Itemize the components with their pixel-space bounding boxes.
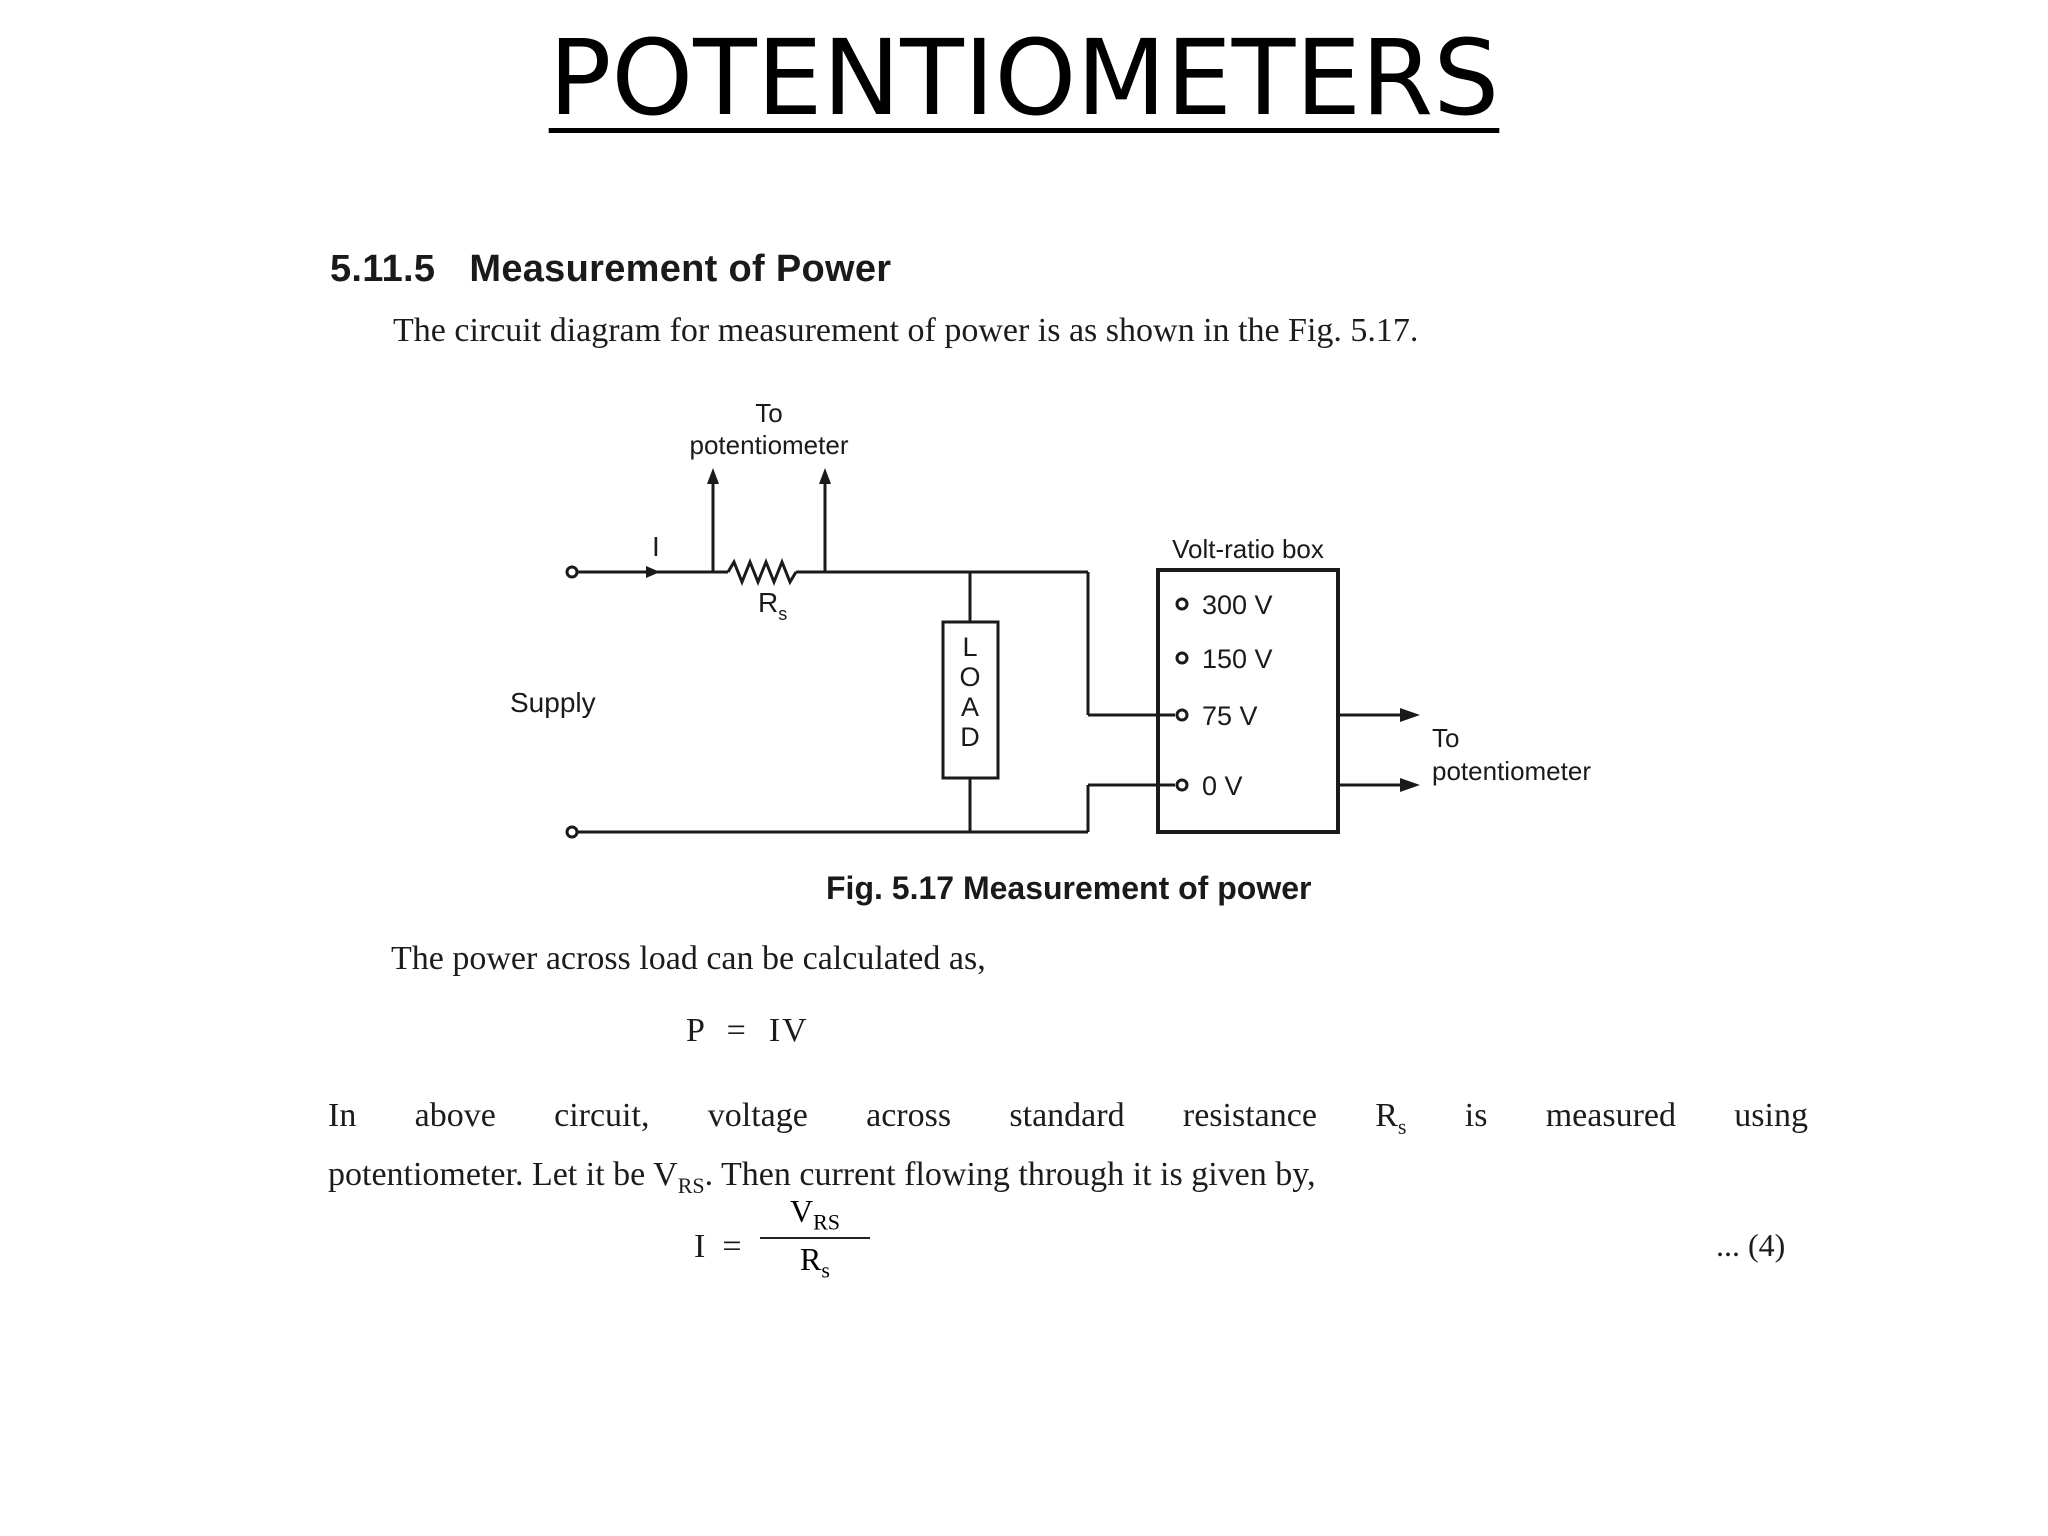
output-potentiometer-label-1: To bbox=[1432, 723, 1460, 753]
current-arrow bbox=[646, 566, 660, 578]
terminal-300v bbox=[1177, 599, 1187, 609]
circuit-diagram bbox=[320, 240, 1820, 880]
denominator-sub: s bbox=[821, 1257, 830, 1283]
slide-title bbox=[0, 18, 2048, 138]
load-letter-l: L bbox=[962, 632, 978, 662]
power-intro: The power across load can be calculated as, bbox=[391, 940, 986, 977]
fraction-bar bbox=[760, 1237, 870, 1239]
supply-terminal-top bbox=[567, 567, 577, 577]
tap-left-arrow bbox=[707, 468, 719, 484]
terminal-150v bbox=[1177, 653, 1187, 663]
resistor-label-main: R bbox=[758, 587, 779, 618]
resistor-label-sub: s bbox=[778, 604, 788, 624]
output-potentiometer-label-2: potentiometer bbox=[1432, 756, 1591, 786]
slide-title-text: POTENTIOMETERS bbox=[548, 17, 1500, 139]
equation-number: ... (4) bbox=[1716, 1227, 1786, 1263]
load-letter-a: A bbox=[960, 692, 980, 722]
figure-caption: Fig. 5.17 Measurement of power bbox=[826, 870, 1312, 906]
fraction-denominator bbox=[760, 1241, 870, 1283]
load-letter-o: O bbox=[959, 662, 981, 692]
paragraph-line-1-b: is measured using bbox=[1406, 1097, 1808, 1134]
supply-label: Supply bbox=[510, 687, 596, 718]
top-potentiometer-label-2: potentiometer bbox=[689, 430, 849, 460]
terminal-75v-label: 75 V bbox=[1202, 701, 1258, 731]
section-title: Measurement of Power bbox=[469, 248, 892, 290]
current-label: I bbox=[652, 531, 660, 562]
paragraph-line-2-b: . Then current flowing through it is given by, bbox=[704, 1155, 1316, 1193]
terminal-150v-label: 150 V bbox=[1202, 644, 1273, 674]
section-number: 5.11.5 bbox=[330, 248, 436, 290]
paragraph-line-2 bbox=[328, 1155, 1316, 1198]
paragraph-line-1 bbox=[328, 1092, 1808, 1151]
output-arrow-upper bbox=[1400, 708, 1420, 722]
output-arrow-lower bbox=[1400, 778, 1420, 792]
tap-right-arrow bbox=[819, 468, 831, 484]
explanation-paragraph bbox=[328, 1092, 1808, 1210]
formula-current-fraction bbox=[760, 1193, 870, 1284]
textbook-scan bbox=[320, 240, 1820, 1320]
denominator-main: R bbox=[800, 1241, 822, 1278]
formula-power: P = IV bbox=[686, 1012, 809, 1049]
paragraph-line-2-a: potentiometer. Let it be V bbox=[328, 1155, 678, 1193]
supply-terminal-bottom bbox=[567, 827, 577, 837]
intro-text: The circuit diagram for measurement of power is as shown in the Fig. 5.17. bbox=[393, 312, 1419, 349]
fraction-numerator bbox=[760, 1193, 870, 1235]
volt-ratio-box-title: Volt-ratio box bbox=[1172, 534, 1324, 564]
paragraph-line-2-sub: RS bbox=[677, 1172, 705, 1198]
paragraph-line-1-sub: s bbox=[1397, 1113, 1407, 1139]
terminal-0v bbox=[1177, 780, 1187, 790]
load-letter-d: D bbox=[960, 722, 980, 752]
top-potentiometer-label-1: To bbox=[755, 398, 783, 428]
terminal-0v-label: 0 V bbox=[1202, 771, 1243, 801]
terminal-300v-label: 300 V bbox=[1202, 590, 1273, 620]
numerator-sub: RS bbox=[813, 1209, 841, 1235]
terminal-75v bbox=[1177, 710, 1187, 720]
resistor-rs bbox=[728, 562, 796, 582]
formula-current-lhs: I = bbox=[694, 1228, 742, 1265]
paragraph-line-1-a: In above circuit, voltage across standard resistance R bbox=[328, 1097, 1398, 1134]
resistor-label bbox=[758, 587, 787, 624]
numerator-main: V bbox=[789, 1193, 814, 1229]
